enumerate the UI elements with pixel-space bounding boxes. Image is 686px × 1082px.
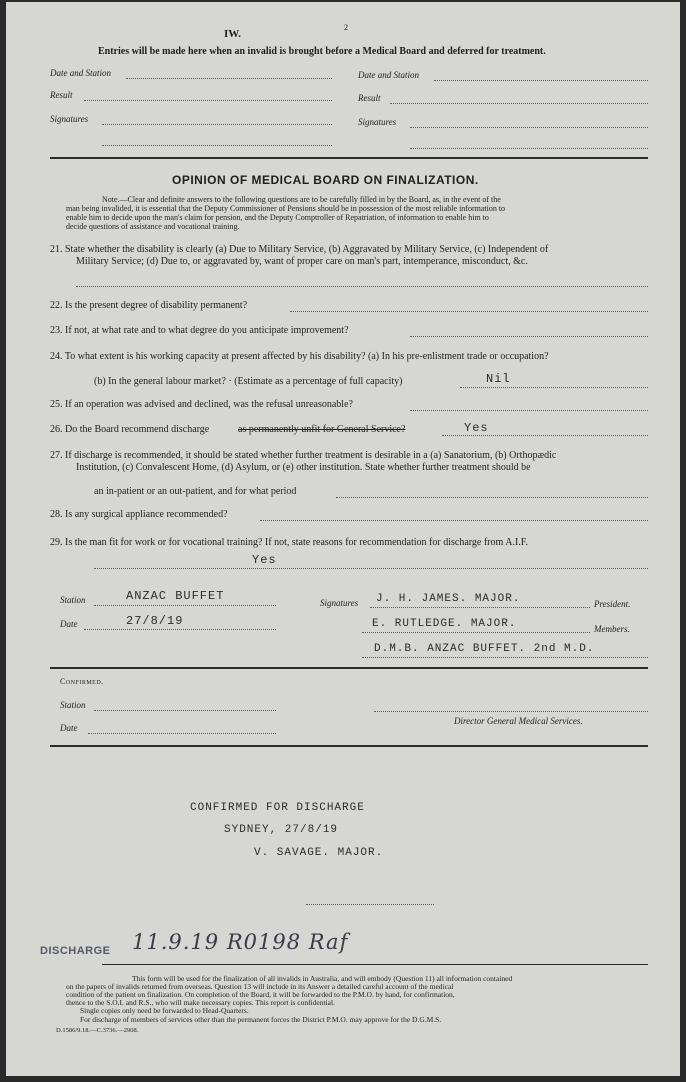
footer-line: This form will be used for the finalization of all invalids in Australia, and will embody (Question 11) all information contained	[132, 974, 513, 983]
field-line	[84, 629, 276, 630]
typed-confirmation-line: V. SAVAGE. MAJOR.	[254, 847, 384, 859]
note-line: enable him to decide upon the man's claim for pension, and the Deputy Comptroller of Repatriation, of information to enable him to	[66, 213, 489, 222]
field-line	[362, 657, 648, 658]
question-21-line1: 21. State whether the disability is clearly (a) Due to Military Service, (b) Aggravated by Military Service, (c) Independent of	[50, 244, 549, 255]
footer-line: Single copies only need be forwarded to Head-Quarters.	[80, 1006, 249, 1015]
answer-line	[442, 435, 648, 436]
president-signature: J. H. JAMES. MAJOR.	[376, 593, 521, 605]
page-number: 2	[344, 23, 348, 32]
dmb-line: D.M.B. ANZAC BUFFET. 2nd M.D.	[374, 643, 595, 655]
answer-line	[336, 497, 648, 498]
field-line	[390, 103, 648, 104]
question-23: 23. If not, at what rate and to what degree do you anticipate improvement?	[50, 325, 349, 336]
note-line: Note.—Clear and definite answers to the following questions are to be carefully filled in by the Board, as, in the event of the	[102, 195, 501, 204]
discharge-handwritten-note: 11.9.19 R0198 Raf	[132, 930, 349, 954]
field-line	[410, 127, 648, 128]
medical-board-form	[6, 2, 680, 1076]
answer-line	[76, 286, 648, 287]
question-25: 25. If an operation was advised and declined, was the refusal unreasonable?	[50, 399, 353, 410]
answer-line	[290, 311, 648, 312]
answer-26: Yes	[464, 421, 489, 435]
question-21-line2: Military Service; (d) Due to, or aggravated by, want of proper care on man's part, intemperance, misconduct, &c.	[76, 256, 528, 267]
question-27-line3: an in-patient or an out-patient, and for what period	[94, 486, 297, 497]
question-24b: (b) In the general labour market? · (Estimate as a percentage of full capacity)	[94, 376, 403, 387]
field-line	[374, 711, 648, 712]
answer-line	[410, 336, 648, 337]
board-station-value: ANZAC BUFFET	[126, 589, 225, 603]
member-signature: E. RUTLEDGE. MAJOR.	[372, 618, 517, 630]
form-code: IW.	[224, 28, 242, 40]
director-label: Director General Medical Services.	[454, 716, 583, 726]
question-27-line2: Institution, (c) Convalescent Home, (d) Asylum, or (e) other institution. State whether further treatment should be	[76, 462, 531, 473]
discharge-stamp: DISCHARGE	[40, 945, 111, 957]
field-line	[84, 100, 332, 101]
note-line: man being invalided, it is essential that the Deputy Commissioner of Pensions should be in possession of the most reliable information to	[66, 204, 506, 213]
answer-line	[460, 387, 648, 388]
typed-confirmation-line: SYDNEY, 27/8/19	[224, 824, 339, 836]
field-line	[88, 733, 276, 734]
typed-confirmation-line: CONFIRMED FOR DISCHARGE	[190, 802, 365, 814]
confirmed-date-label: Date	[60, 723, 78, 733]
note-line: decide questions of assistance and vocational training.	[66, 222, 240, 231]
section-divider	[50, 745, 648, 747]
field-line	[370, 607, 590, 608]
members-label: Members.	[594, 624, 630, 634]
deferral-instruction: Entries will be made here when an invalid is brought before a Medical Board and deferred for treatment.	[98, 46, 546, 57]
deferral-result-right: Result	[358, 93, 381, 103]
print-code: D.1586/9.18.—C.3736.—2908.	[56, 1027, 139, 1034]
footer-line: thence to the S.O.I. and R.S., who will make necessary copies. This report is confidential.	[66, 998, 335, 1007]
footer-line: For discharge of members of services other than the permanent forces the District P.M.O. may approve for the D.G.M.S.	[80, 1015, 442, 1024]
answer-29: Yes	[252, 553, 277, 567]
deferral-result-left: Result	[50, 90, 73, 100]
confirmed-station-label: Station	[60, 700, 86, 710]
board-signatures-label: Signatures	[320, 598, 359, 608]
field-line	[102, 145, 332, 146]
president-label: President.	[594, 599, 631, 609]
question-27-line1: 27. If discharge is recommended, it should be stated whether further treatment is desirable in a (a) Sanatorium, (b) Orthopædic	[50, 450, 557, 461]
footer-divider	[102, 964, 648, 965]
faint-line	[306, 904, 434, 905]
deferral-signatures-right: Signatures	[358, 117, 397, 127]
question-24: 24. To what extent is his working capacity at present affected by his disability? (a) In his pre-enlistment trade or occupation?	[50, 351, 549, 362]
question-22: 22. Is the present degree of disability permanent?	[50, 300, 248, 311]
board-date-value: 27/8/19	[126, 614, 184, 628]
deferral-date-station-left: Date and Station	[50, 68, 111, 78]
question-29: 29. Is the man fit for work or for vocational training? If not, state reasons for recommendation for discharge from A.I.F.	[50, 537, 529, 548]
page-title: OPINION OF MEDICAL BOARD ON FINALIZATION.	[172, 173, 479, 187]
field-line	[102, 124, 332, 125]
deferral-date-station-right: Date and Station	[358, 70, 419, 80]
field-line	[126, 78, 332, 79]
answer-line	[410, 410, 648, 411]
question-28: 28. Is any surgical appliance recommended?	[50, 509, 228, 520]
board-date-label: Date	[60, 619, 78, 629]
section-divider	[50, 157, 648, 159]
answer-line	[94, 568, 648, 569]
question-26: 26. Do the Board recommend discharge	[50, 424, 210, 435]
question-26-struck: as permanently unfit for General Service?	[238, 424, 406, 435]
field-line	[410, 148, 648, 149]
answer-24b: Nil	[486, 372, 511, 386]
section-divider	[50, 667, 648, 669]
footer-line: on the papers of invalids returned from overseas. Question 13 will include in its Answer a detailed careful account of the medical	[66, 982, 454, 991]
field-line	[434, 80, 648, 81]
board-station-label: Station	[60, 595, 86, 605]
deferral-signatures-left: Signatures	[50, 114, 89, 124]
field-line	[362, 632, 590, 633]
confirmed-heading: Confirmed.	[60, 677, 104, 686]
field-line	[94, 710, 276, 711]
answer-line	[260, 520, 648, 521]
field-line	[94, 605, 276, 606]
footer-line: condition of the patient on finalization. On completion of the Board, it will be forwarded to the P.M.O. by hand, for confirmation,	[66, 990, 455, 999]
